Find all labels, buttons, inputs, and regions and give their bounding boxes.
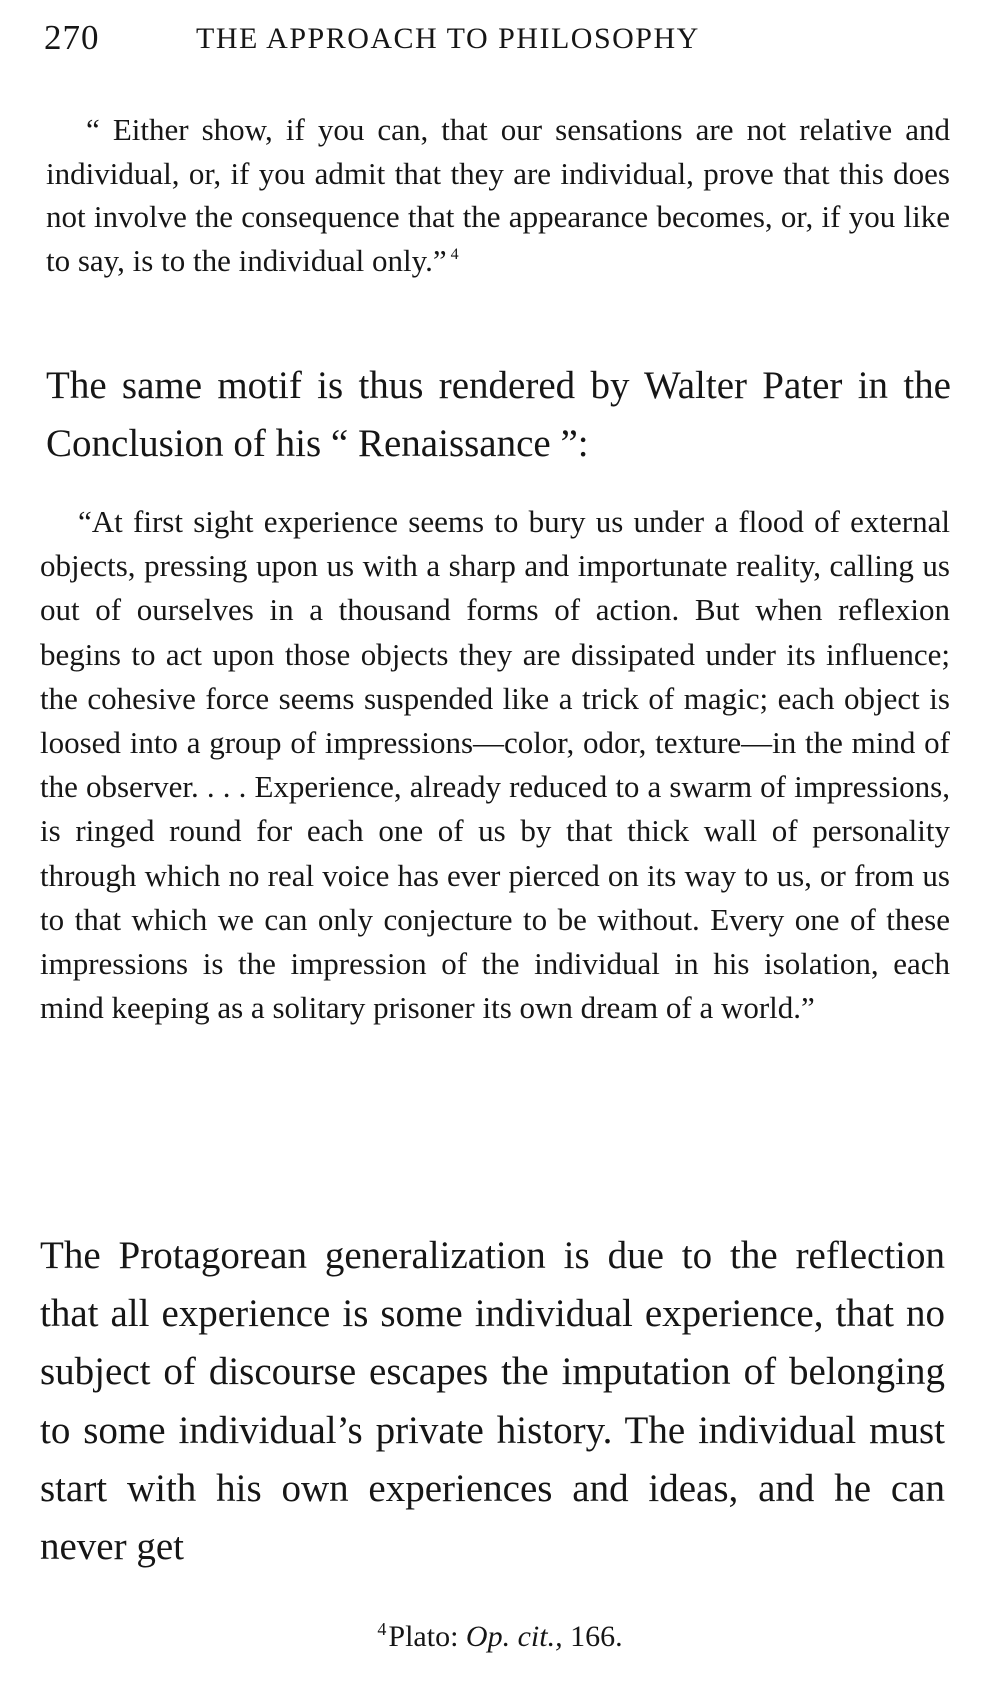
footnote-reference: 4 bbox=[450, 246, 459, 264]
block-quote-plato bbox=[46, 108, 950, 282]
paragraph-pater-intro: The same motif is thus rendered by Walter Pater in the Conclusion of his “ Renaissance ”: bbox=[46, 364, 951, 465]
quote-plato-text: “ Either show, if you can, that our sensations are not relative and individual, or, if you admit that they are individual, prove that this does not involve the consequence that the appearance becomes, or, if you like to say, is to the individual only.” bbox=[46, 112, 950, 278]
running-head: THE APPROACH TO PHILOSOPHY bbox=[196, 22, 700, 55]
footnote-work: Op. cit., bbox=[465, 1620, 563, 1653]
page-number: 270 bbox=[44, 18, 100, 57]
paragraph-protagorean: The Protagorean generalization is due to the reflection that all experience is some individual experience, that no subject of discourse escapes the imputation of belonging to some individual’s private history. The individual must start with his own experiences and ideas, and he can never get bbox=[40, 1234, 945, 1569]
block-quote-pater: “At first sight experience seems to bury us under a flood of external objects, pressing upon us with a sharp and importunate reality, calling us out of ourselves in a thousand forms of action. But when reflexion begins to act upon those objects they are dissipated under its influence; the cohesive force seems suspended like a trick of magic; each object is loosed into a group of impressions—color, odor, texture—in the mind of the observer. . . . Experience, already reduced to a swarm of impressions, is ringed round for each one of us by that thick wall of personality through which no real voice has ever pierced on its way to us, or from us to that which we can only conjecture to be without. Every one of these impressions is the impression of the individual in his isolation, each mind keeping as a solitary prisoner its own dream of a world.” bbox=[40, 504, 950, 1026]
footnote bbox=[0, 1620, 1000, 1654]
footnote-page: 166. bbox=[570, 1620, 623, 1653]
page-header bbox=[44, 18, 944, 68]
footnote-mark: 4 bbox=[377, 1619, 387, 1639]
footnote-author: Plato: bbox=[388, 1620, 459, 1653]
